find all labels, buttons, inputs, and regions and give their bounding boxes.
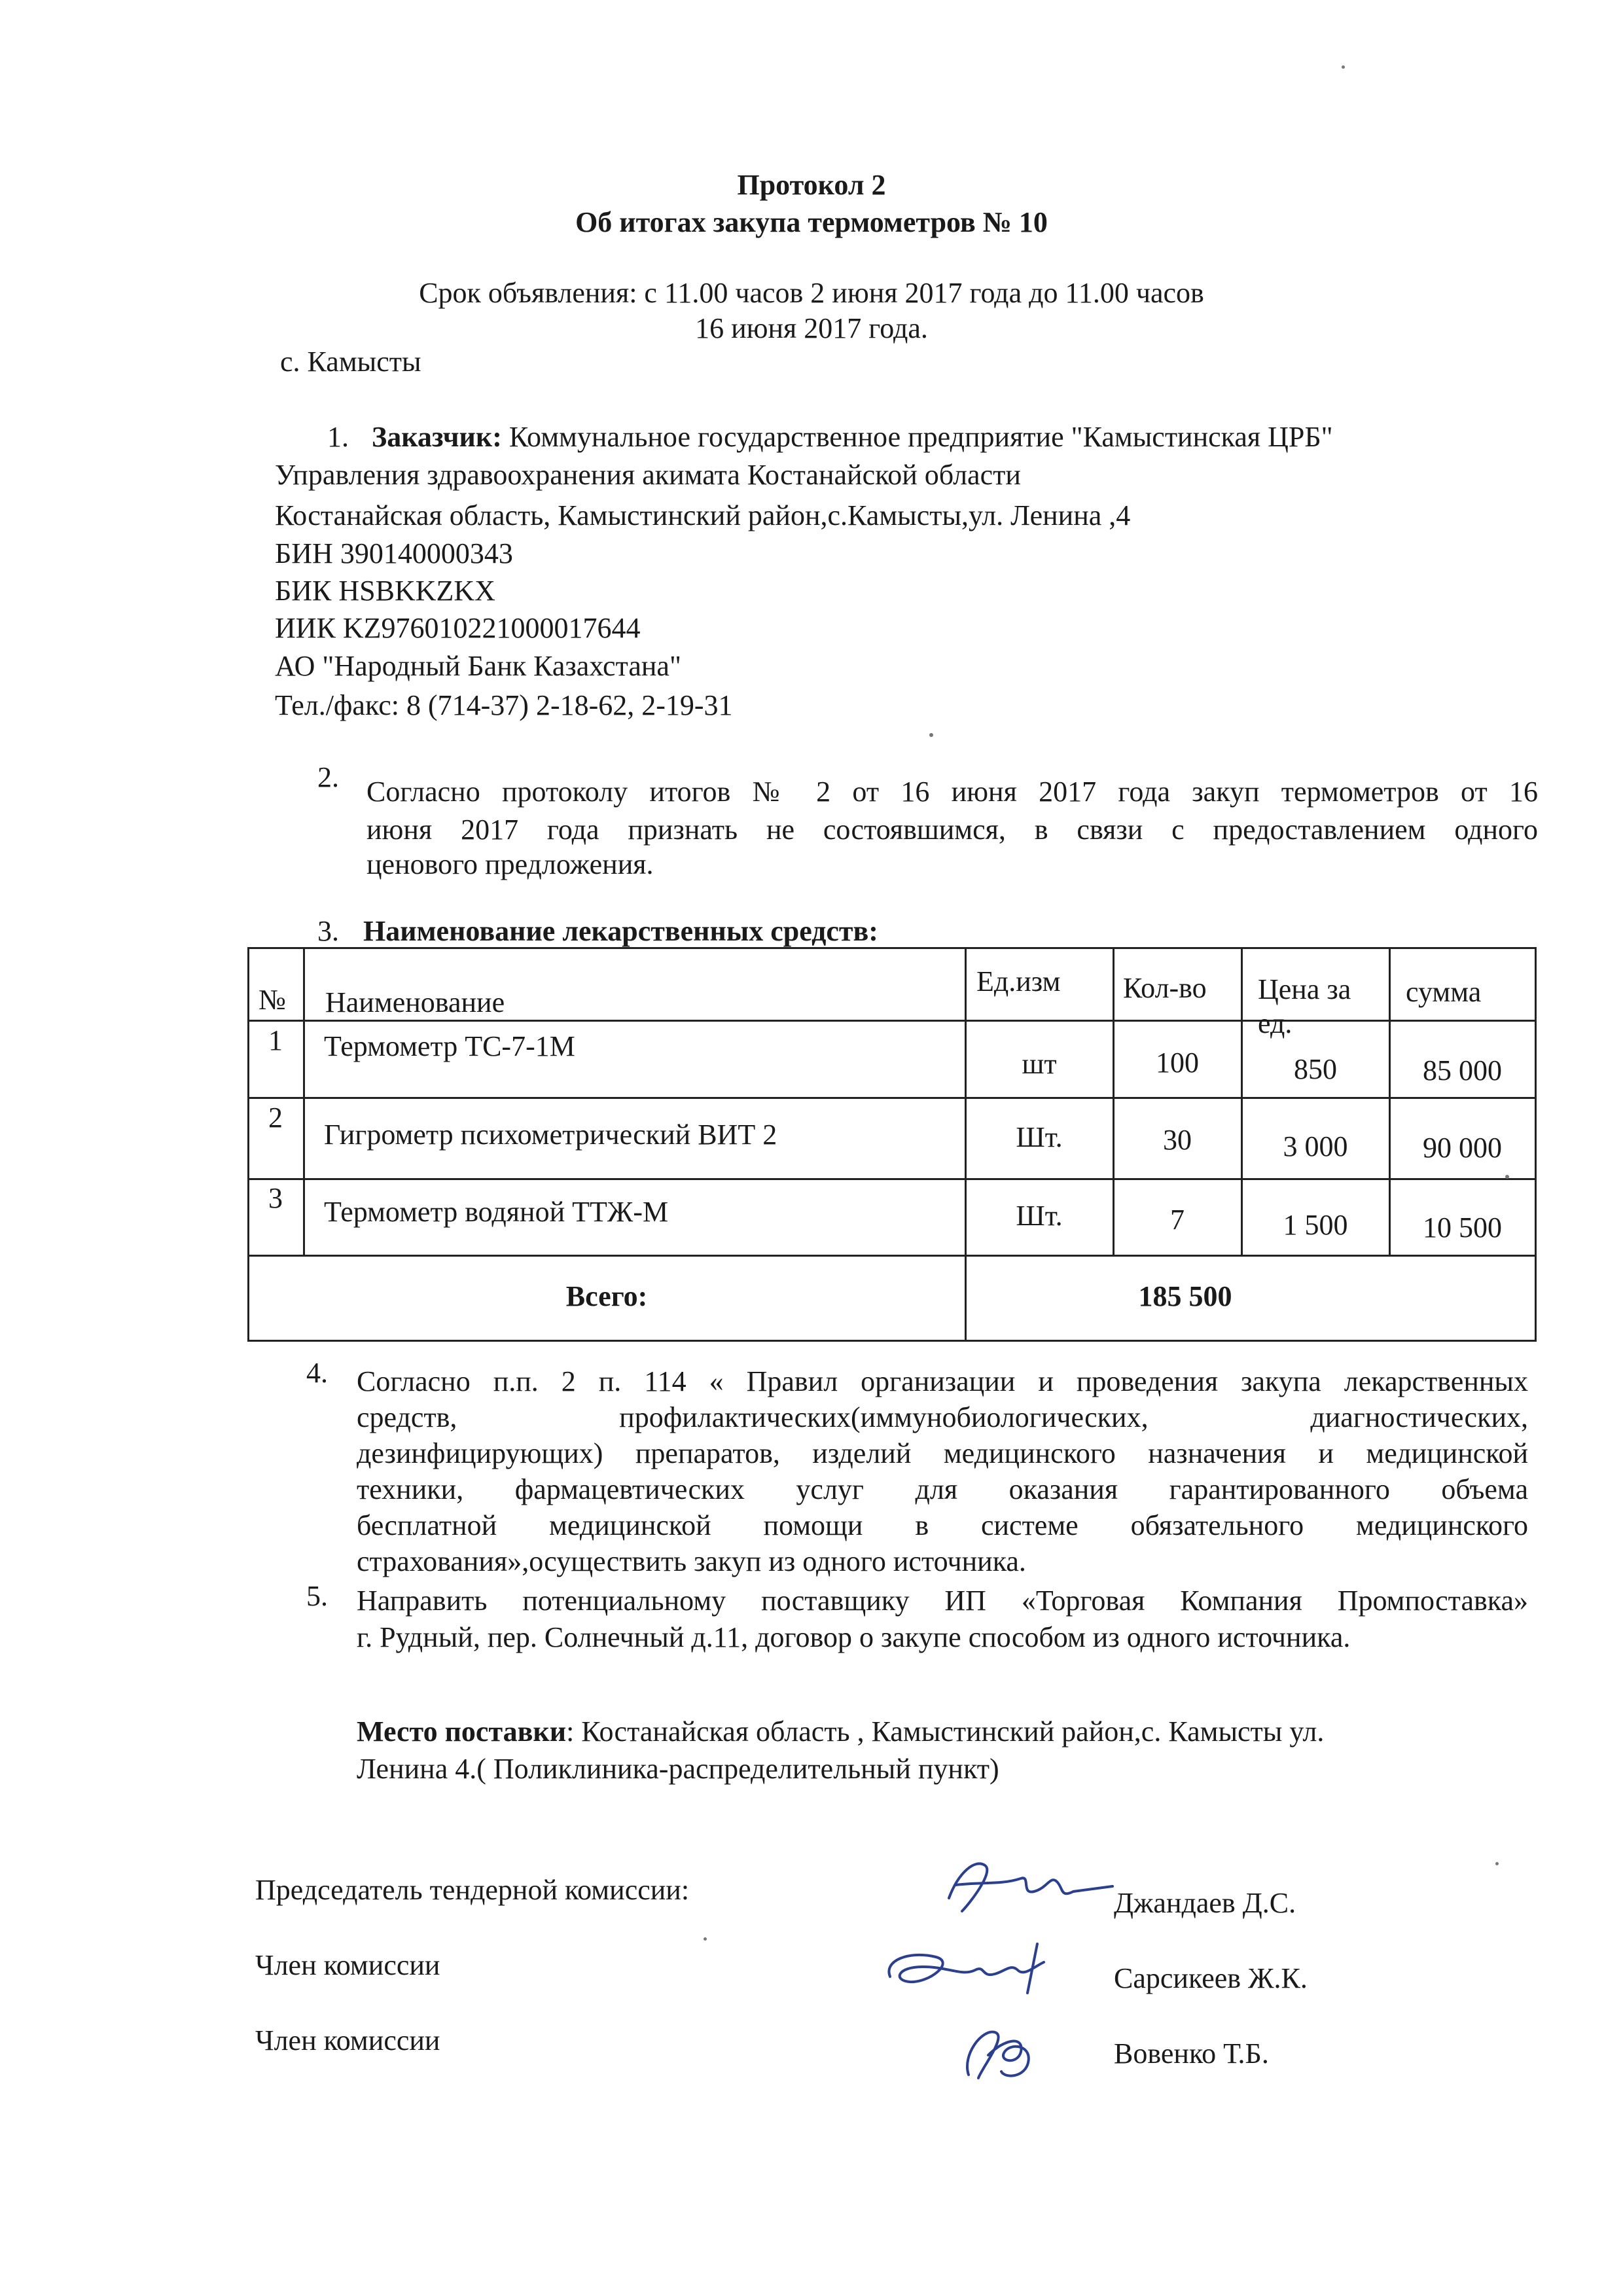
signer-role-member-2: Член комиссии xyxy=(255,2024,440,2056)
deadline-line-2: 16 июня 2017 года. xyxy=(695,312,928,344)
customer-line: БИН 390140000343 xyxy=(275,537,513,569)
section-2-line: Согласно протоколу итогов № 2 от 16 июня 2017 года закуп термометров от 16 xyxy=(366,776,1538,808)
signer-name-member-2: Вовенко Т.Б. xyxy=(1114,2037,1269,2070)
signer-name-member-1: Сарсикеев Ж.К. xyxy=(1114,1962,1308,1994)
customer-label: Заказчик: xyxy=(372,421,502,453)
place: с. Камысты xyxy=(280,346,421,378)
row-num: 1 xyxy=(268,1024,283,1056)
scan-speck xyxy=(1505,1175,1509,1179)
signer-role-member-1: Член комиссии xyxy=(255,1949,440,1981)
section-4-line: дезинфицирующих) препаратов, изделий медицинского назначения и медицинской xyxy=(357,1437,1528,1469)
section-5-line: г. Рудный, пер. Солнечный д.11, договор о закупе способом из одного источника. xyxy=(357,1621,1351,1653)
section-2-line: ценового предложения. xyxy=(366,848,654,880)
section-4-number: 4. xyxy=(306,1357,328,1389)
table-header-price-unit: ед. xyxy=(1258,1007,1293,1039)
section-5-line: Направить потенциальному поставщику ИП «Торговая Компания Промпоставка» xyxy=(357,1585,1528,1617)
row-qty: 30 xyxy=(1163,1124,1192,1156)
row-unit: Шт. xyxy=(1016,1200,1063,1232)
doc-subtitle: Об итогах закупа термометров № 10 xyxy=(575,206,1048,238)
customer-name: Коммунальное государственное предприятие "Камыстинская ЦРБ" xyxy=(508,421,1333,453)
signer-role-chairman: Председатель тендерной комиссии: xyxy=(255,1874,690,1906)
customer-line: Костанайская область, Камыстинский район,с.Камысты,ул. Ленина ,4 xyxy=(275,499,1131,531)
section-2-line: июня 2017 года признать не состоявшимся, в связи с предоставлением одного xyxy=(366,814,1538,846)
row-unit: Шт. xyxy=(1016,1121,1063,1153)
row-num: 2 xyxy=(268,1102,283,1134)
row-name: Термометр ТС-7-1М xyxy=(324,1030,575,1062)
doc-title: Протокол 2 xyxy=(737,169,886,201)
row-price: 3 000 xyxy=(1283,1130,1348,1162)
table-total-value: 185 500 xyxy=(1138,1280,1232,1312)
scan-speck xyxy=(1342,65,1345,69)
table-header-sum: сумма xyxy=(1406,976,1482,1008)
table-total-label: Всего: xyxy=(565,1280,648,1312)
deadline-line-1: Срок объявления: с 11.00 часов 2 июня 2017 года до 11.00 часов xyxy=(419,277,1204,309)
row-unit: шт xyxy=(1022,1048,1057,1080)
customer-line: ИИК KZ976010221000017644 xyxy=(275,612,641,644)
row-num: 3 xyxy=(268,1182,283,1214)
customer-line: Тел./факс: 8 (714-37) 2-18-62, 2-19-31 xyxy=(275,689,733,721)
customer-line: БИК HSBKKZKX xyxy=(275,575,495,607)
section-2-number: 2. xyxy=(317,761,339,793)
row-price: 850 xyxy=(1294,1053,1337,1085)
row-name: Термометр водяной ТТЖ-М xyxy=(324,1196,669,1228)
section-4-line: средств, профилактических(иммунобиологических, диагностических, xyxy=(357,1401,1528,1433)
section-1-number: 1. xyxy=(327,421,349,453)
section-4-line: техники, фармацевтических услуг для оказания гарантированного объема xyxy=(357,1473,1528,1505)
scan-speck xyxy=(1495,1862,1499,1865)
delivery-label: Место поставки xyxy=(357,1715,567,1748)
table-header-num: № xyxy=(259,984,286,1016)
section-4-line: страхования»,осуществить закуп из одного источника. xyxy=(357,1545,1026,1577)
table-header-name: Наименование xyxy=(325,986,505,1018)
delivery-address: : Костанайская область , Камыстинский район,с. Камысты ул. xyxy=(566,1715,1325,1748)
table-header-qty: Кол-во xyxy=(1123,972,1207,1004)
section-3-heading: Наименование лекарственных средств: xyxy=(363,915,878,947)
row-price: 1 500 xyxy=(1283,1209,1348,1241)
row-sum: 90 000 xyxy=(1423,1132,1502,1164)
delivery-line-1 xyxy=(357,1713,1324,1749)
delivery-line-2: Ленина 4.( Поликлиника-распределительный пункт) xyxy=(357,1753,999,1785)
row-qty: 100 xyxy=(1156,1047,1199,1079)
row-sum: 10 500 xyxy=(1423,1211,1502,1244)
table-header-unit: Ед.изм xyxy=(976,965,1061,997)
row-sum: 85 000 xyxy=(1423,1054,1502,1086)
scan-speck xyxy=(929,733,933,737)
customer-line: Управления здравоохранения акимата Костанайской области xyxy=(275,459,1021,491)
section-5-number: 5. xyxy=(306,1580,328,1612)
customer-line: АО "Народный Банк Казахстана" xyxy=(275,650,681,682)
section-3-number: 3. xyxy=(317,915,339,947)
section-4-line: бесплатной медицинской помощи в системе обязательного медицинского xyxy=(357,1509,1528,1541)
signer-name-chairman: Джандаев Д.С. xyxy=(1114,1887,1296,1919)
section-1-first-line xyxy=(372,419,1333,455)
section-4-line: Согласно п.п. 2 п. 114 « Правил организации и проведения закупа лекарственных xyxy=(357,1365,1528,1397)
table-header-price: Цена за xyxy=(1258,973,1351,1005)
scan-speck xyxy=(704,1937,707,1941)
row-qty: 7 xyxy=(1170,1204,1185,1236)
row-name: Гигрометр психометрический ВИТ 2 xyxy=(324,1119,777,1151)
